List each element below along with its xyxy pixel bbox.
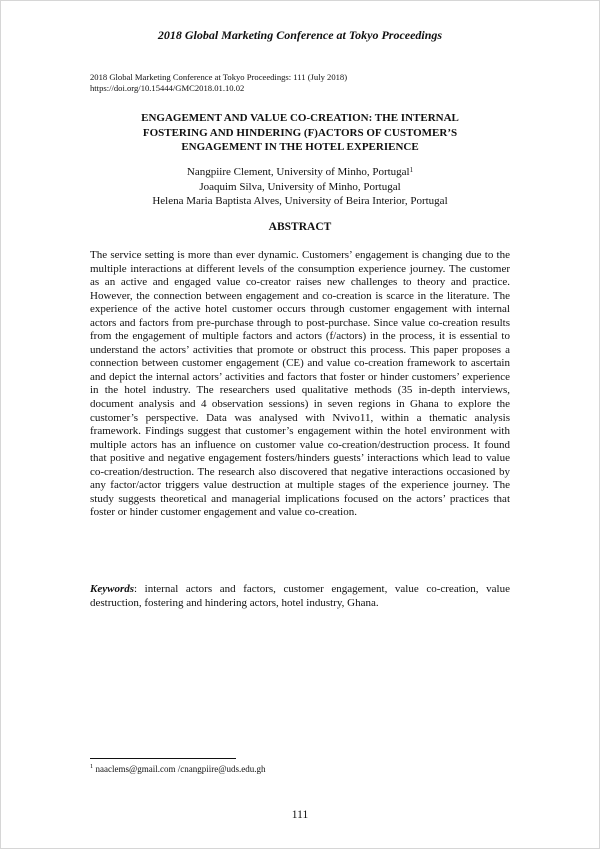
- footnote: [90, 764, 266, 774]
- title-line-3: ENGAGEMENT IN THE HOTEL EXPERIENCE: [181, 141, 419, 153]
- author-1-name: Nangpiire Clement, University of Minho, Portugal: [186, 166, 410, 178]
- footnote-number: 1: [90, 763, 94, 770]
- footnote-email: naaclems@gmail.com /cnangpiire@uds.edu.gh: [93, 764, 266, 774]
- title-line-2: FOSTERING AND HINDERING (F)ACTORS OF CUSTOMER’S: [142, 126, 458, 139]
- doi-link[interactable]: https://doi.org/10.15444/GMC2018.01.10.02: [90, 83, 245, 93]
- keywords-text: : internal actors and factors, customer engagement, value co-creation, value destruction, fostering and hindering actors, hotel industry, Ghana.: [90, 583, 510, 609]
- author-1: [90, 165, 510, 180]
- footnote-marker: 1: [409, 166, 414, 174]
- author-2: Joaquim Silva, University of Minho, Portugal: [199, 180, 401, 193]
- keywords-paragraph: [90, 583, 510, 610]
- keywords-label: Keywords: [90, 583, 134, 595]
- citation-block: [90, 72, 347, 94]
- title-line-1: ENGAGEMENT AND VALUE CO-CREATION: THE INTERNAL: [141, 112, 459, 124]
- running-head: 2018 Global Marketing Conference at Tokyo Proceedings: [157, 28, 443, 42]
- author-list: [90, 165, 510, 209]
- paper-title: [90, 111, 510, 155]
- footnote-divider: [90, 758, 236, 759]
- page-number: 111: [291, 809, 309, 821]
- author-3: Helena Maria Baptista Alves, University of Beira Interior, Portugal: [152, 195, 448, 207]
- abstract-text: The service setting is more than ever dynamic. Customers’ engagement is changing due to the multiple interactions at different levels of the consumption experience journey. The customer as an active and engaged value co-creator raises new challenges to theory and practice. However, the connection between engagement and co-creation is scarce in the literature. The experience of the active hotel customer occurs through customer engagement with internal actors and factors from pre-purchase through to post-purchase. Since value co-creation results from the engagement of multiple factors and actors (f/actors) in the process, it is essential to understand the actors’ activities that promote or obstruct this process. This paper proposes a connection between customer engagement (CE) and value co-creation framework to ascertain and depict the internal actors’ activities and factors that foster or hinder customers’ experience in the hotel industry. The researchers used qualitative methods (35 in-depth interviews, document analysis and 4 observation sessions) in seven regions in Ghana to explore the customer’s perspective. Data was analysed with Nvivo11, within a thematic analysis framework. Findings suggest that customer’s engagement within the hotel environment with multiple actors has an influence on customer value co-creation/destruction process. It found that positive and negative engagement fosters/hinders guests’ interactions which lead to value co-creation/destruction. The research also discovered that negative interactions occasioned by any factor/actor triggers value destruction at multiple stages of the experience journey. The study suggests theoretical and managerial implications focused on the actors’ practices that foster or hinder customer engagement and value co-creation.: [90, 249, 510, 519]
- citation-line: 2018 Global Marketing Conference at Tokyo Proceedings: 111 (July 2018): [90, 72, 348, 82]
- abstract-heading: ABSTRACT: [268, 221, 332, 233]
